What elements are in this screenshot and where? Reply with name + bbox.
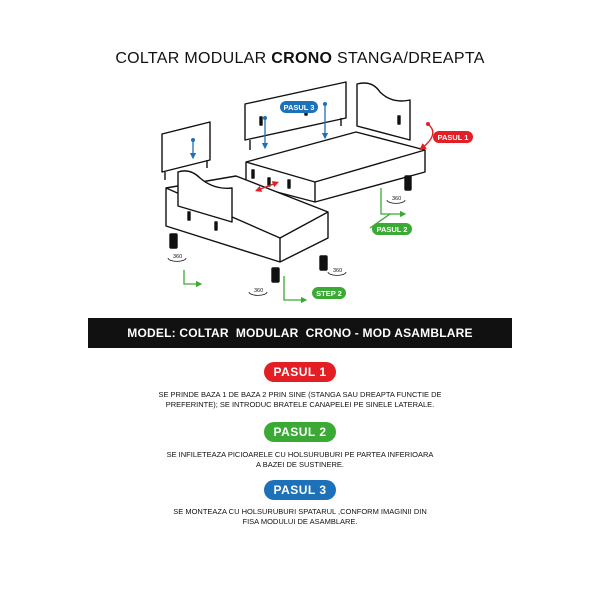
pasul3-tag: PASUL 3: [283, 103, 315, 112]
rotation-label: 360: [173, 254, 183, 260]
rotation-label: 360: [254, 288, 264, 294]
pasul2-badge: PASUL 2: [264, 422, 336, 442]
pasul2-description: SE INFILETEAZA PICIOARELE CU HOLSURUBURI PE PARTEA INFERIOARA A BAZEI DE SUSTINERE.: [166, 450, 434, 469]
step2-tag: STEP 2: [316, 289, 342, 298]
pasul1-badge: PASUL 1: [264, 362, 336, 382]
arm-right: [357, 83, 410, 140]
model-banner: MODEL: COLTAR MODULAR CRONO - MOD ASAMBLARE: [88, 318, 512, 348]
page-title: COLTAR MODULAR CRONO STANGA/DREAPTA: [115, 50, 485, 67]
pasul3-badge: PASUL 3: [264, 480, 336, 500]
pasul1-tag: PASUL 1: [437, 133, 469, 142]
pasul2-tag: PASUL 2: [376, 225, 408, 234]
pasul3-description: SE MONTEAZA CU HOLSURUBURI SPATARUL ,CONFORM IMAGINII DIN FISA MODULUI DE ASAMBLARE.: [173, 507, 427, 526]
rotation-label: 360: [333, 268, 343, 274]
rotation-label: 360: [392, 196, 402, 202]
pasul1-description: SE PRINDE BAZA 1 DE BAZA 2 PRIN SINE (STANGA SAU DREAPTA FUNCTIE DE PREFERINTE); SE INTRODUC BRATELE CANAPELEI PE SINELE LATERALE.: [158, 390, 442, 409]
